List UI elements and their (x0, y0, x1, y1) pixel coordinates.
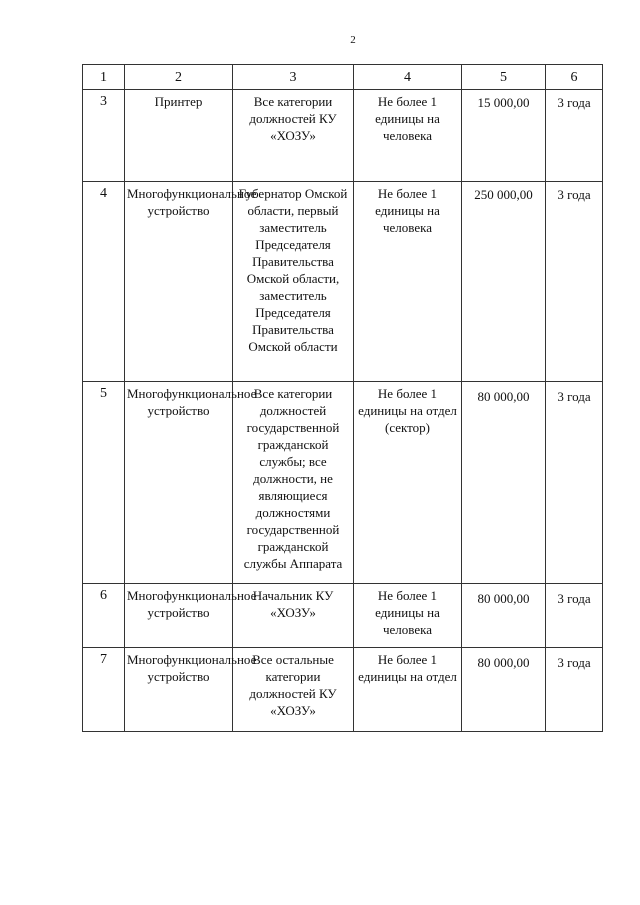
header-cell: 1 (83, 65, 125, 90)
price-limit: 80 000,00 (462, 584, 546, 648)
row-number: 3 (83, 90, 125, 182)
header-cell: 5 (462, 65, 546, 90)
header-cell: 3 (233, 65, 354, 90)
table-row (83, 584, 603, 648)
price-limit: 15 000,00 (462, 90, 546, 182)
equipment-name: Многофункционaльное устройство (125, 382, 233, 584)
position-category: Все категории должностей КУ «ХОЗУ» (233, 90, 354, 182)
service-term: 3 года (546, 90, 603, 182)
table-header-row (83, 65, 603, 90)
service-term: 3 года (546, 182, 603, 382)
quantity-norm: Не более 1 единицы на человека (354, 584, 462, 648)
service-term: 3 года (546, 584, 603, 648)
row-number: 4 (83, 182, 125, 382)
price-limit: 250 000,00 (462, 182, 546, 382)
table-row (83, 182, 603, 382)
page-number: 2 (350, 34, 356, 46)
position-category: Все остальные категории должностей КУ «ХОЗУ» (233, 648, 354, 732)
quantity-norm: Не более 1 единицы на отдел (сектор) (354, 382, 462, 584)
equipment-name: Принтер (125, 90, 233, 182)
table-row (83, 90, 603, 182)
equipment-name: Многофункционaльное устройство (125, 648, 233, 732)
row-number: 5 (83, 382, 125, 584)
equipment-name: Многофункционaльное устройство (125, 584, 233, 648)
service-term: 3 года (546, 382, 603, 584)
header-cell: 2 (125, 65, 233, 90)
quantity-norm: Не более 1 единицы на человека (354, 90, 462, 182)
table-row (83, 648, 603, 732)
position-category: Все категории должностей государственной гражданской службы; все должности, не являющиеся должностями государственной гражданской службы Аппарата (233, 382, 354, 584)
table-row (83, 382, 603, 584)
service-term: 3 года (546, 648, 603, 732)
header-cell: 6 (546, 65, 603, 90)
header-cell: 4 (354, 65, 462, 90)
row-number: 7 (83, 648, 125, 732)
position-category: Губернатор Омской области, первый заместитель Председателя Правительства Омской области, заместитель Председателя Правительства Омской области (233, 182, 354, 382)
price-limit: 80 000,00 (462, 382, 546, 584)
equipment-name: Многофункционaльное устройство (125, 182, 233, 382)
row-number: 6 (83, 584, 125, 648)
equipment-norms-table (82, 64, 603, 732)
position-category: Начальник КУ «ХОЗУ» (233, 584, 354, 648)
quantity-norm: Не более 1 единицы на отдел (354, 648, 462, 732)
quantity-norm: Не более 1 единицы на человека (354, 182, 462, 382)
price-limit: 80 000,00 (462, 648, 546, 732)
